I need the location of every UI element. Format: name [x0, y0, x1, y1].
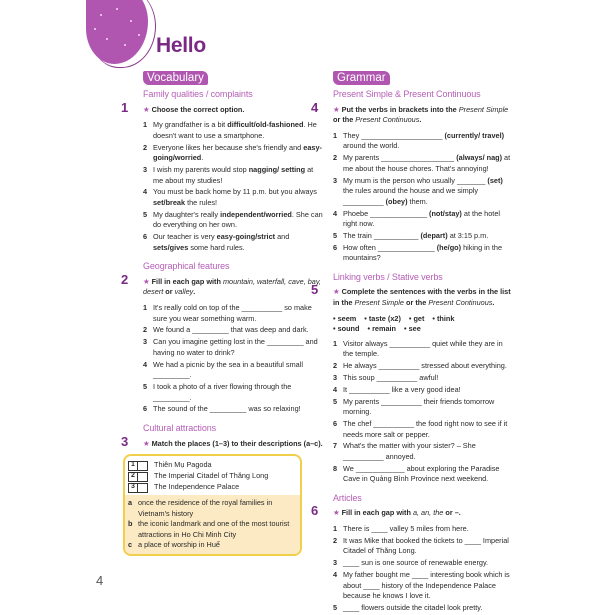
- list-item: 1 There is ____ valley 5 miles from here.: [333, 524, 513, 535]
- star-icon: ★: [333, 508, 342, 518]
- list-item: 4 You must be back home by 11 p.m. but you always set/break the rules!: [143, 187, 317, 207]
- gap-sentence[interactable]: Visitor always __________ quiet while they are in the temple.: [343, 338, 503, 359]
- list-item: 2 It was Mike that booked the tickets to ____ Imperial Citadel of Thăng Long.: [333, 536, 513, 557]
- ex6-subheading: Articles: [333, 492, 362, 503]
- list-item: 4 Phoebe ______________ (not/stay) at the hotel right now.: [333, 208, 501, 229]
- gap-sentence[interactable]: My parents __________________: [343, 153, 457, 163]
- answer-option[interactable]: set/break: [153, 197, 186, 207]
- list-item: 5 ____ flowers outside the citadel look pretty.: [333, 603, 513, 614]
- list-item: 1 Visitor always __________ quiet while they are in the temple.: [333, 339, 513, 360]
- gap-sentence[interactable]: ____ flowers outside the citadel look pretty.: [343, 602, 483, 612]
- ex1-subheading: Family qualities / complaints: [143, 89, 253, 99]
- vocabulary-tag: Vocabulary: [143, 71, 208, 85]
- exercise-number: 5: [311, 282, 319, 298]
- answer-box[interactable]: [138, 461, 148, 471]
- list-item: 6 Our teacher is very easy-going/strict and sets/gives some hard rules.: [143, 232, 290, 252]
- list-item: 4 It __________ like a very good idea!: [333, 385, 513, 396]
- word-list: • seem • taste (x2) • get • think • sound • remain • see: [333, 313, 455, 334]
- gap-sentence[interactable]: My father bought me ____ interesting book which is about ____ history of the Independence Palace because he knows I love it.: [343, 569, 510, 601]
- list-item: 2 He always __________ stressed about everything.: [333, 361, 513, 372]
- exercise-5: [311, 282, 513, 484]
- unit-title: Hello: [156, 34, 206, 57]
- list-item: 5 The train ___________ (depart) at 3:15 p.m.: [333, 230, 489, 240]
- answer-option[interactable]: sets/gives: [153, 242, 189, 252]
- star-icon: ★: [333, 287, 342, 297]
- place-row: 3 The Independence Palace: [128, 482, 296, 493]
- exercise-1: [121, 99, 323, 254]
- exercise-number: 4: [311, 99, 319, 115]
- gap-sentence[interactable]: This soup __________ awful!: [343, 372, 439, 382]
- list-item: 1 It's really cold on top of the __________ so make sure you wear something warm.: [143, 303, 323, 324]
- matching-box: [123, 454, 302, 556]
- answer-option[interactable]: independent/worried: [220, 209, 292, 219]
- description-row: a once the residence of the royal families in Vietnam's history: [128, 498, 273, 518]
- answer-option[interactable]: easy-going/worried: [153, 142, 322, 163]
- grammar-tag: Grammar: [333, 71, 390, 85]
- gap-sentence[interactable]: The train ___________: [343, 230, 421, 240]
- answer-option[interactable]: nagging/ setting: [248, 164, 306, 174]
- gap-sentence[interactable]: My parents __________ their friends tomorrow morning.: [343, 396, 495, 417]
- gap-sentence[interactable]: We found a _________ that was deep and dark.: [153, 325, 309, 335]
- star-icon: ★: [333, 104, 342, 114]
- list-item: 4 My father bought me ____ interesting book which is about ____ history of the Independence Palace because he knows I love it.: [333, 570, 513, 602]
- gap-sentence[interactable]: We had a picnic by the sea in a beautiful small _________.: [153, 359, 303, 380]
- list-item: 6 The sound of the _________ was so relaxing!: [143, 404, 323, 415]
- description-row: c a place of worship in Huế: [128, 540, 220, 550]
- ex2-subheading: Geographical features: [143, 261, 230, 272]
- list-item: 2 My parents __________________ (always/ nag) at me about the house chores. That's annoying!: [333, 153, 511, 173]
- gap-sentence[interactable]: They ____________________: [343, 130, 445, 140]
- description-row: b the iconic landmark and one of the most tourist attractions in Ho Chi Minh City: [128, 519, 290, 539]
- place-row: 1 Thiên Mụ Pagoda: [128, 460, 296, 471]
- list-item: 6 How often ______________ (he/go) hiking in the mountains?: [333, 242, 503, 263]
- list-item: 5 My daughter's really independent/worried. She can do everything on her own.: [143, 209, 323, 230]
- list-item: 1 They ____________________ (currently/ travel) around the world.: [333, 130, 505, 151]
- list-item: 2 Everyone likes her because she's friendly and easy-going/worried.: [143, 142, 322, 163]
- gap-sentence[interactable]: The sound of the _________ was so relaxing!: [153, 404, 301, 414]
- star-icon: ★: [143, 438, 152, 448]
- gap-sentence[interactable]: Can you imagine getting lost in the _________ and having no water to drink?: [153, 337, 318, 357]
- gap-sentence[interactable]: I took a photo of a river flowing through the _________.: [153, 381, 292, 402]
- gap-sentence[interactable]: The chef __________ the food right now to see if it needs more salt or pepper.: [343, 418, 508, 439]
- exercise-instruction: ★ Complete the sentences with the verbs in the list in the Present Simple or the Present Continuous.: [333, 287, 511, 308]
- ex3-subheading: Cultural attractions: [143, 422, 217, 433]
- list-item: 3 My mum is the person who usually _______ (set) the rules around the house and we simply __________ (obey) them.: [333, 175, 503, 206]
- star-icon: ★: [143, 276, 152, 286]
- list-item: 5 My parents __________ their friends tomorrow morning.: [333, 397, 513, 418]
- exercise-4: [311, 99, 513, 264]
- exercise-6: [311, 503, 513, 613]
- ex4-subheading: Present Simple & Present Continuous: [333, 89, 481, 99]
- vocabulary-column: [121, 71, 323, 556]
- answer-option[interactable]: difficult/old-fashioned: [227, 120, 304, 130]
- gap-sentence[interactable]: It was Mike that booked the tickets to ____ Imperial Citadel of Thăng Long.: [343, 535, 509, 556]
- list-item: 1 My grandfather is a bit difficult/old-fashioned. He doesn't want to use a smartphone.: [143, 120, 317, 140]
- list-item: 3 Can you imagine getting lost in the _________ and having no water to drink?: [143, 337, 323, 358]
- list-item: 2 We found a _________ that was deep and dark.: [143, 325, 323, 336]
- list-item: 5 I took a photo of a river flowing through the _________.: [143, 382, 323, 403]
- gap-sentence[interactable]: ____ sun is one source of renewable energy.: [343, 558, 489, 568]
- page-number: 4: [96, 573, 104, 588]
- list-item: 6 The chef __________ the food right now to see if it needs more salt or pepper.: [333, 419, 513, 440]
- list-item: 3 ____ sun is one source of renewable energy.: [333, 558, 513, 569]
- gap-sentence[interactable]: We ____________ about exploring the Paradise Cave in Quảng Bình Province next weekend.: [343, 463, 500, 484]
- exercise-instruction: ★ Choose the correct option.: [143, 104, 245, 114]
- answer-option[interactable]: easy-going/strict: [216, 232, 276, 242]
- gap-sentence[interactable]: It's really cold on top of the __________ so make sure you wear something warm.: [153, 303, 312, 323]
- exercise-instruction: ★ Fill in each gap with mountain, waterfall, cave, bay, desert or valley.: [143, 276, 321, 297]
- answer-box[interactable]: [138, 483, 148, 493]
- exercise-instruction: ★ Match the places (1–3) to their descriptions (a–c).: [143, 438, 323, 448]
- list-item: 3 This soup __________ awful!: [333, 373, 513, 384]
- gap-sentence[interactable]: It __________ like a very good idea!: [343, 384, 461, 394]
- exercise-number: 1: [121, 99, 129, 115]
- ex5-subheading: Linking verbs / Stative verbs: [333, 271, 443, 282]
- gap-sentence[interactable]: How often ______________: [343, 242, 437, 252]
- exercise-3: [121, 433, 323, 557]
- list-item: 4 We had a picnic by the sea in a beautiful small _________.: [143, 360, 323, 381]
- exercise-instruction: ★ Put the verbs in brackets into the Present Simple or the Present Continuous.: [333, 104, 509, 125]
- gap-sentence[interactable]: What's the matter with your sister? – She __________ annoyed.: [343, 441, 476, 461]
- list-item: 3 I wish my parents would stop nagging/ setting at me about my studies!: [143, 164, 314, 185]
- exercise-2: [121, 271, 323, 415]
- star-icon: ★: [143, 104, 152, 114]
- place-row: 2 The Imperial Citadel of Thăng Long: [128, 471, 296, 482]
- list-item: 7 What's the matter with your sister? – She __________ annoyed.: [333, 441, 513, 462]
- grammar-column: [311, 71, 513, 615]
- gap-sentence[interactable]: My mum is the person who usually _______: [343, 175, 488, 185]
- gap-sentence[interactable]: He always __________ stressed about everything.: [343, 361, 507, 371]
- exercise-number: 6: [311, 503, 319, 519]
- gap-sentence[interactable]: Phoebe ______________: [343, 208, 430, 218]
- exercise-instruction: ★ Fill in each gap with a, an, the or –.: [333, 508, 461, 518]
- answer-box[interactable]: [138, 472, 148, 482]
- list-item: 8 We ____________ about exploring the Paradise Cave in Quảng Bình Province next weekend.: [333, 464, 513, 485]
- exercise-number: 2: [121, 271, 129, 287]
- exercise-number: 3: [121, 433, 129, 449]
- gap-sentence[interactable]: There is ____ valley 5 miles from here.: [343, 524, 469, 534]
